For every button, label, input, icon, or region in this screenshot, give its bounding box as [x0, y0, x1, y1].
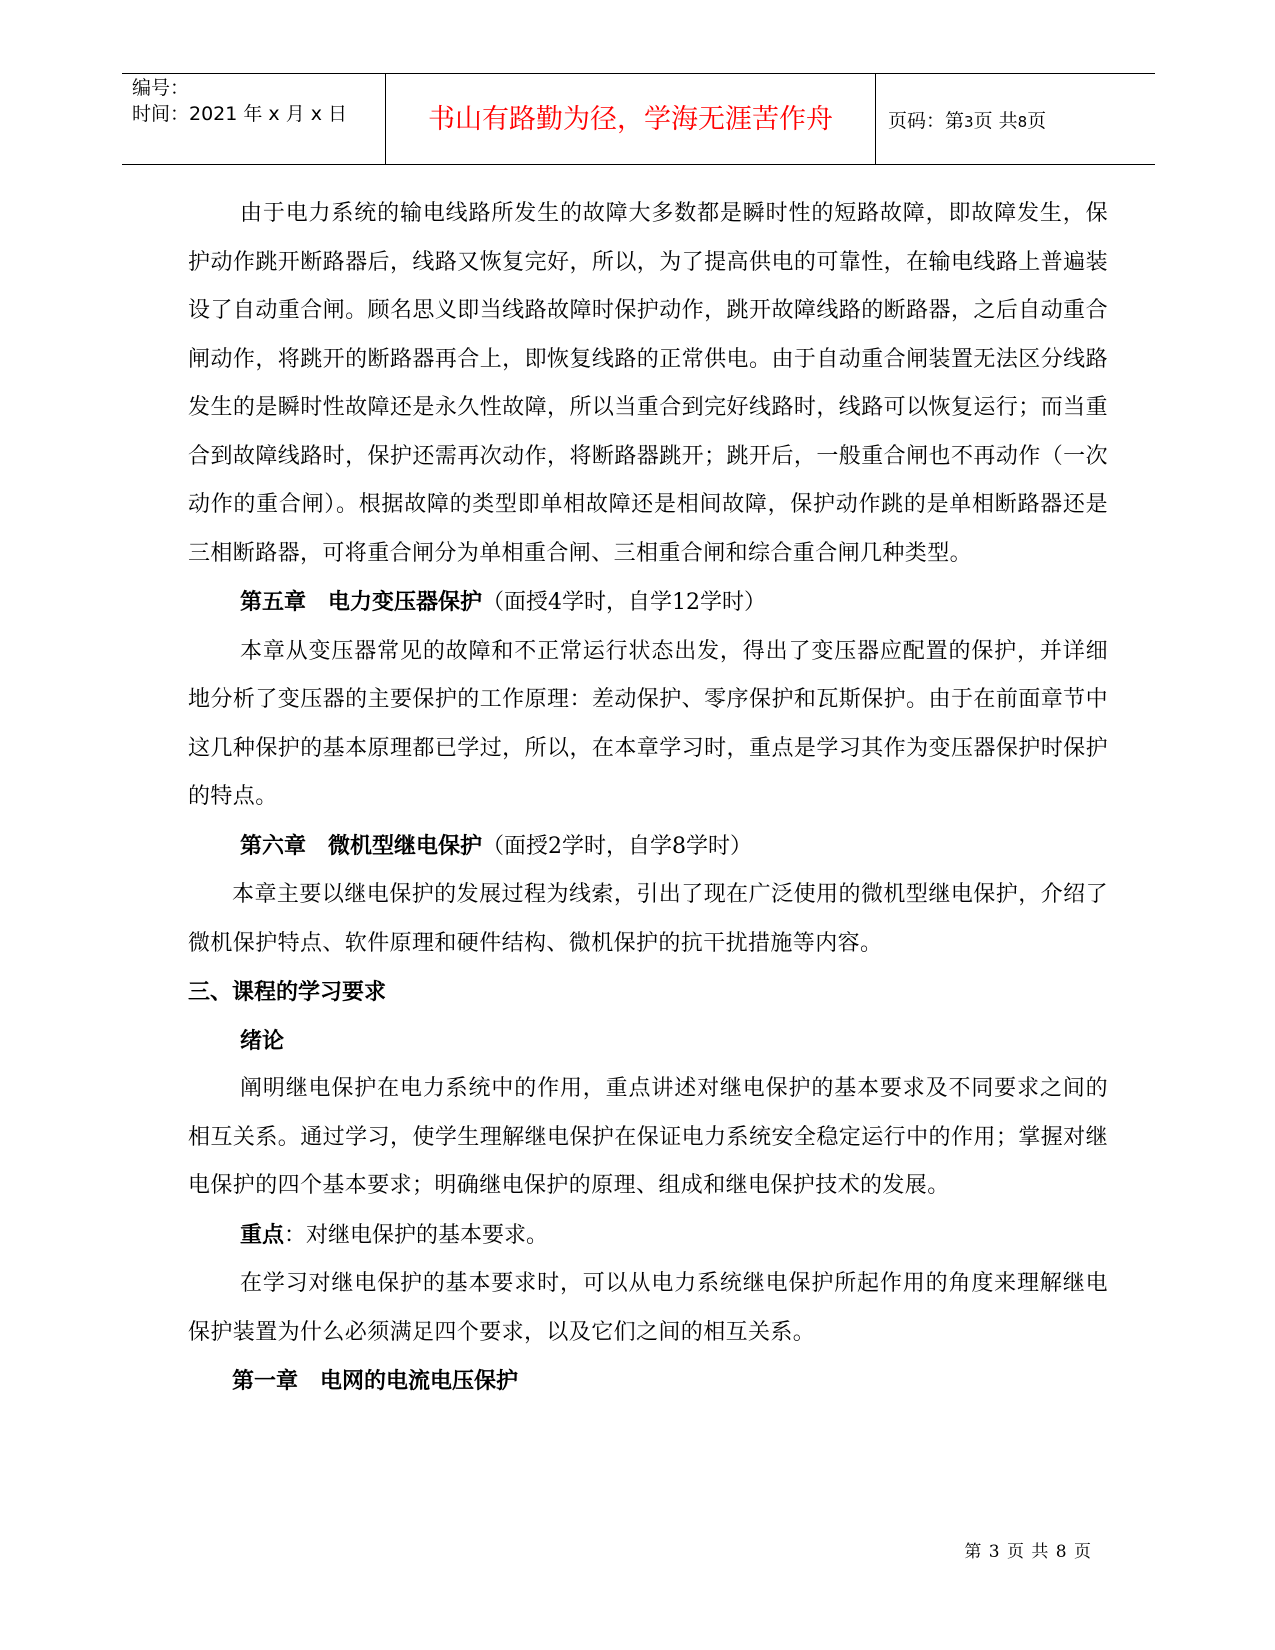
paragraph-introduction: 阐明继电保护在电力系统中的作用，重点讲述对继电保护的基本要求及不同要求之间的相互关系。通过学习，使学生理解继电保护在保证电力系统安全稳定运行中的作用；掌握对继电保护的四个基本要求；明确继电保护的原理、组成和继电保护技术的发展。 — [188, 1076, 1108, 1198]
introduction-heading: 绪论 — [240, 1027, 285, 1054]
page-current: 3 — [964, 113, 974, 131]
section-3-heading: 三、课程的学习要求 — [188, 979, 387, 1005]
paragraph-study-advice: 在学习对继电保护的基本要求时，可以从电力系统继电保护所起作用的角度来理解继电保护装置为什么必须满足四个要求，以及它们之间的相互关系。 — [188, 1271, 1108, 1345]
page-mid: 页 共 — [973, 110, 1018, 132]
document-number-label: 编号： — [132, 77, 190, 99]
page-suffix: 页 — [1027, 110, 1047, 132]
header-page-number — [888, 108, 1046, 135]
page-footer: 第 3 页 共 8 页 — [964, 1542, 1092, 1562]
paragraph-auto-reclosing: 由于电力系统的输电线路所发生的故障大多数都是瞬时性的短路故障，即故障发生，保护动作跳开断路器后，线路又恢复完好，所以，为了提高供电的可靠性，在输电线路上普遍装设了自动重合闸。顾名思义即当线路故障时保护动作，跳开故障线路的断路器，之后自动重合闸动作，将跳开的断路器再合上，即恢复线路的正常供电。由于自动重合闸装置无法区分线路发生的是瞬时性故障还是永久性故障，所以当重合到完好线路时，线路可以恢复运行；而当重合到故障线路时，保护还需再次动作，将断路器跳开；跳开后，一般重合闸也不再动作（一次动作的重合闸）。根据故障的类型即单相故障还是相间故障，保护动作跳的是单相断路器还是三相断路器，可将重合闸分为单相重合闸、三相重合闸和综合重合闸几种类型。 — [188, 201, 1108, 566]
paragraph-microprocessor-protection: 本章主要以继电保护的发展过程为线索，引出了现在广泛使用的微机型继电保护，介绍了微机保护特点、软件原理和硬件结构、微机保护的抗干扰措施等内容。 — [188, 882, 1108, 956]
key-point-text: ：对继电保护的基本要求。 — [284, 1222, 549, 1248]
key-point-label: 重点 — [240, 1221, 285, 1248]
chapter-6-heading — [188, 822, 1108, 872]
chapter-5-heading — [188, 578, 1108, 628]
chapter-6-title: 第六章 微机型继电保护 — [240, 832, 483, 859]
page-prefix: 页码：第 — [888, 110, 965, 132]
header-motto-cell — [386, 74, 876, 164]
chapter-6-hours: （面授2学时，自学8学时） — [482, 833, 753, 859]
key-point-line — [188, 1211, 1108, 1261]
header-page-cell — [876, 74, 1155, 164]
chapter-1-heading: 第一章 电网的电流电压保护 — [232, 1368, 519, 1394]
page-header — [122, 73, 1155, 165]
header-motto: 书山有路勤为径，学海无涯苦作舟 — [428, 104, 833, 135]
chapter-5-hours: （面授4学时，自学12学时） — [482, 590, 767, 615]
document-body — [188, 190, 1108, 1406]
page-total: 8 — [1017, 113, 1028, 131]
document-time-label: 时间：2021 年 x 月 x 日 — [132, 103, 348, 125]
header-info-cell — [122, 74, 386, 164]
paragraph-transformer-protection: 本章从变压器常见的故障和不正常运行状态出发，得出了变压器应配置的保护，并详细地分析了变压器的主要保护的工作原理：差动保护、零序保护和瓦斯保护。由于在前面章节中这几种保护的基本原理都已学过，所以，在本章学习时，重点是学习其作为变压器保护时保护的特点。 — [188, 638, 1108, 809]
chapter-5-title: 第五章 电力变压器保护 — [240, 589, 483, 615]
